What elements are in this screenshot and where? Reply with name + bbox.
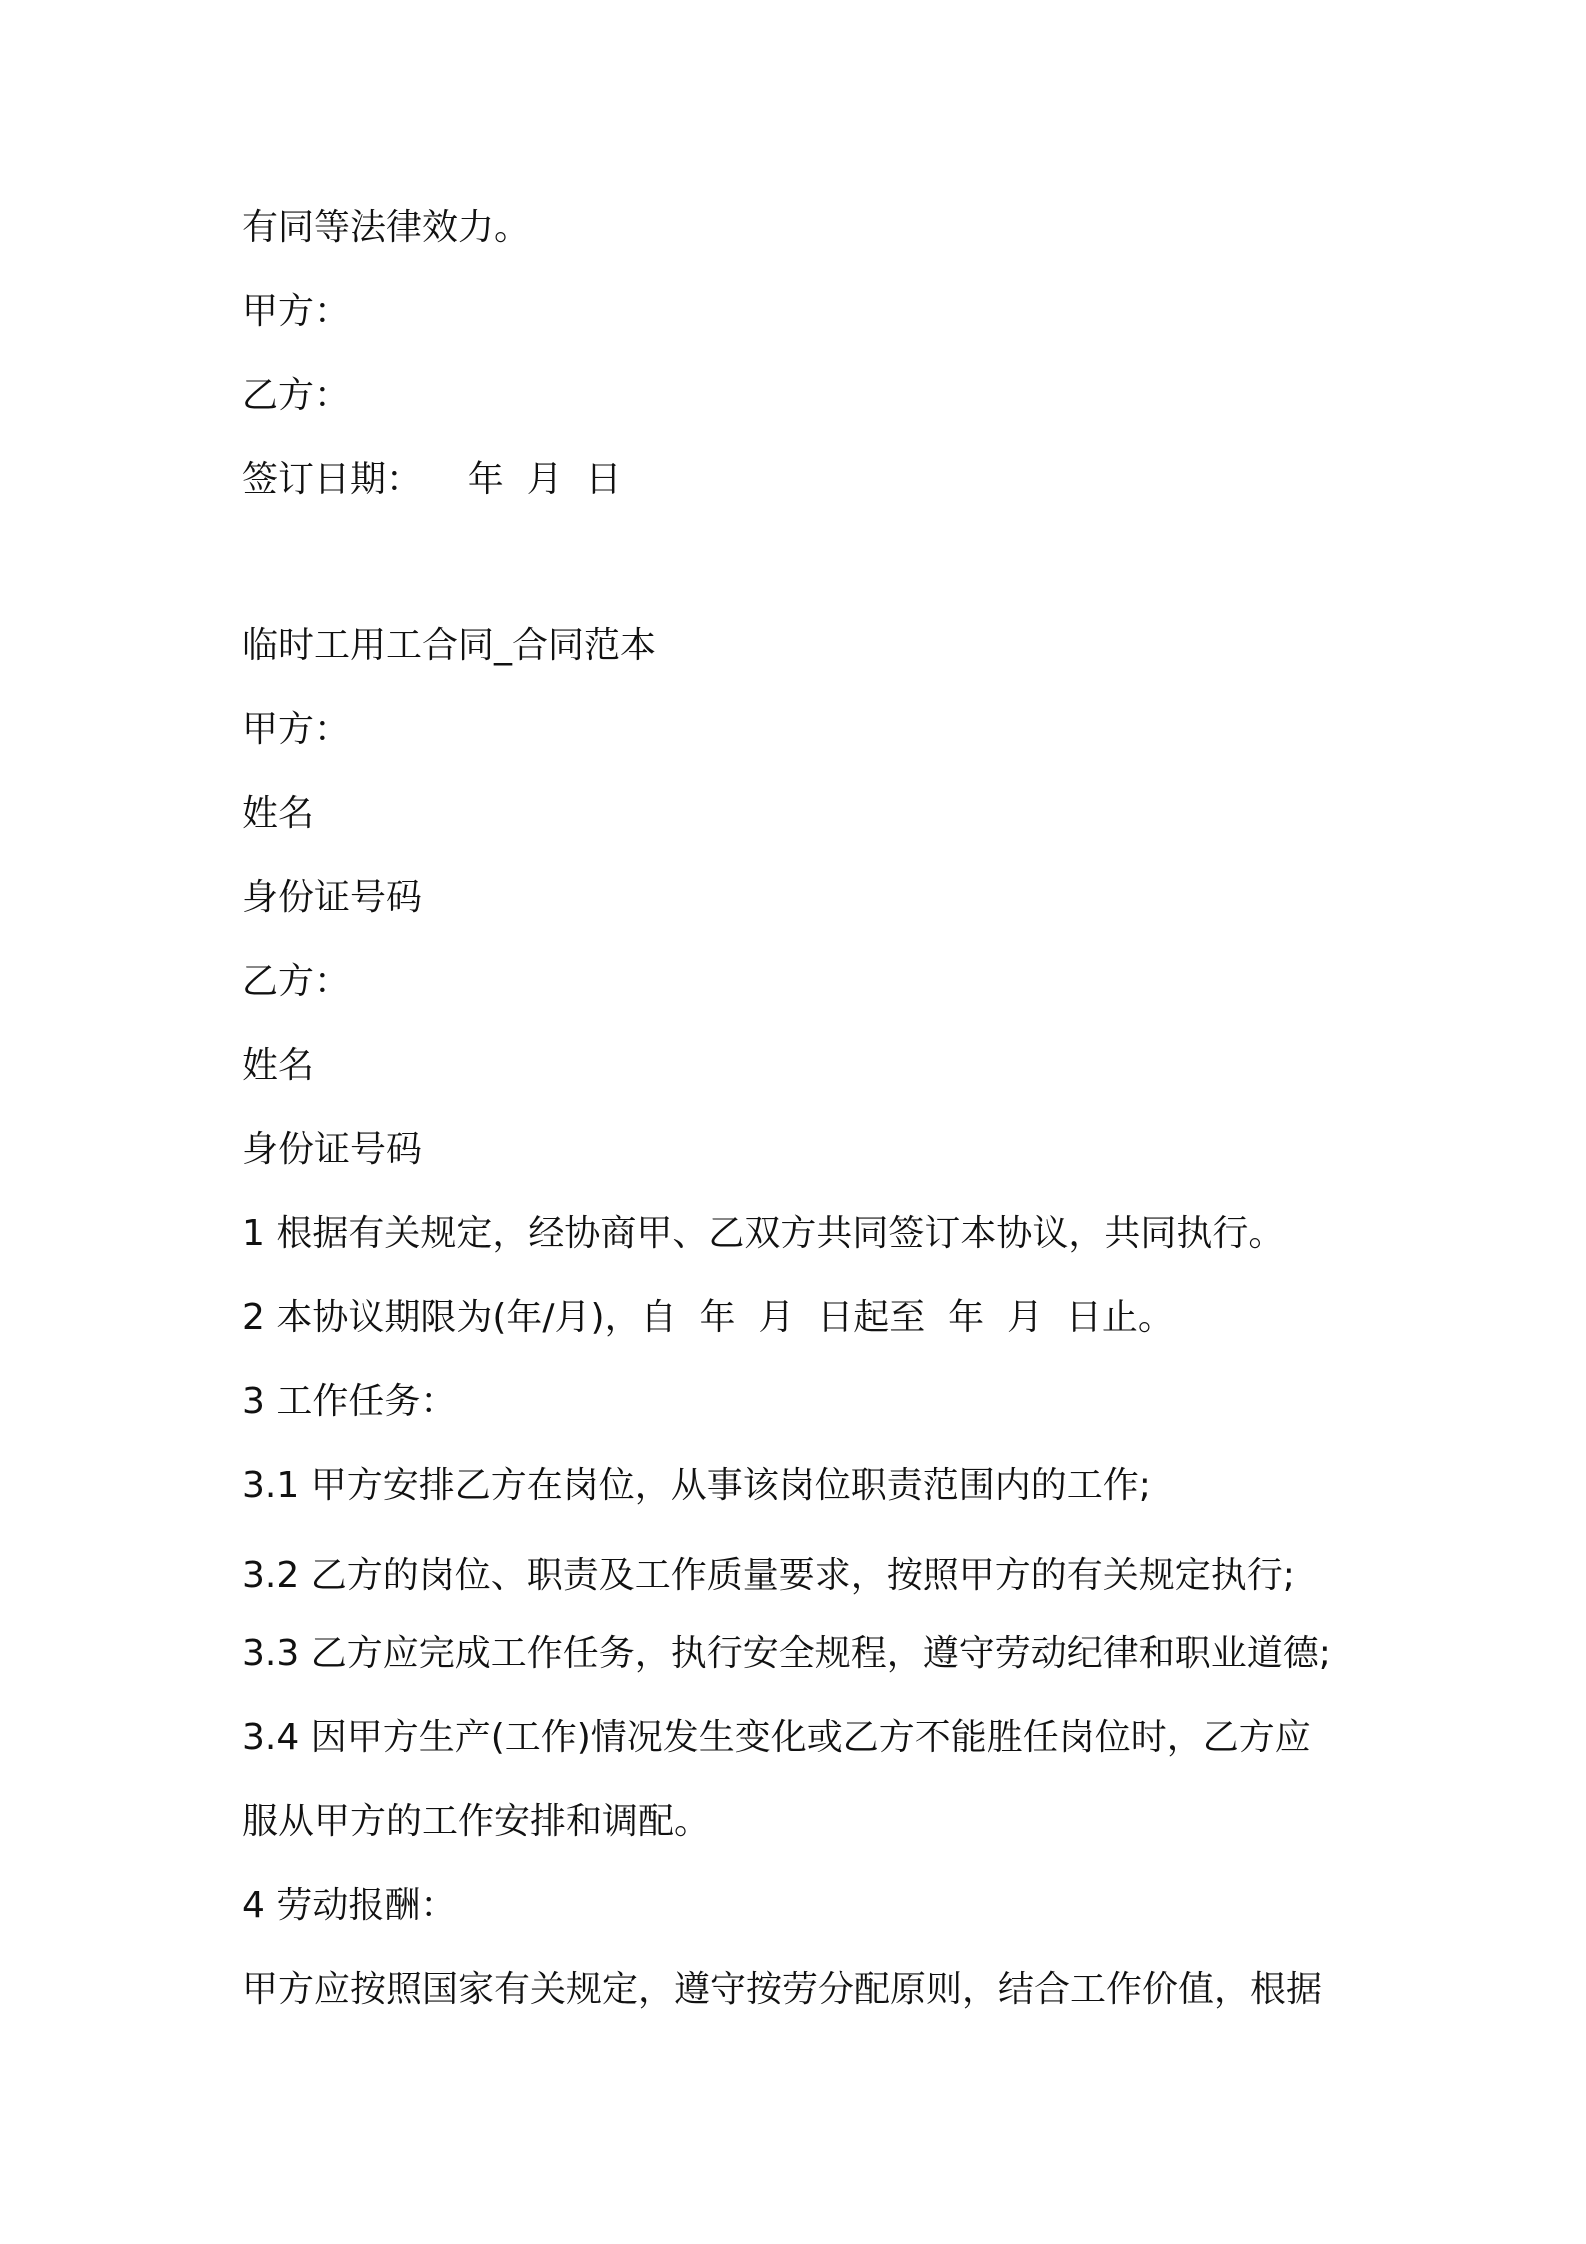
clause-3-heading: 3 工作任务： [242, 1381, 457, 1422]
clause-3-2: 3.2 乙方的岗位、职责及工作质量要求，按照甲方的有关规定执行; [242, 1555, 1295, 1596]
text-line-party-a: 甲方： [242, 291, 351, 332]
clause-3-4: 3.4 因甲方生产(工作)情况发生变化或乙方不能胜任岗位时，乙方应 [242, 1717, 1311, 1758]
text-line-name-b: 姓名 [242, 1045, 315, 1086]
text-line-id-b: 身份证号码 [242, 1129, 423, 1170]
clause-3-4-continued: 服从甲方的工作安排和调配。 [242, 1801, 711, 1842]
text-line-party-b-2: 乙方： [242, 961, 351, 1002]
text-line-signing-date: 签订日期： 年 月 日 [242, 459, 622, 500]
clause-4-body: 甲方应按照国家有关规定，遵守按劳分配原则，结合工作价值，根据 [242, 1969, 1323, 2010]
text-line-party-a-2: 甲方： [242, 709, 351, 750]
clause-1: 1 根据有关规定，经协商甲、乙双方共同签订本协议，共同执行。 [242, 1213, 1285, 1254]
clause-2: 2 本协议期限为(年/月)，自 年 月 日起至 年 月 日止。 [242, 1297, 1174, 1338]
text-line-party-b: 乙方： [242, 375, 351, 416]
text-line-id-a: 身份证号码 [242, 877, 423, 918]
text-line-name-a: 姓名 [242, 793, 315, 834]
clause-4-heading: 4 劳动报酬： [242, 1885, 457, 1926]
text-line-legal-effect: 有同等法律效力。 [242, 207, 531, 248]
contract-title: 临时工用工合同_合同范本 [242, 625, 657, 666]
clause-3-3: 3.3 乙方应完成工作任务，执行安全规程，遵守劳动纪律和职业道德; [242, 1633, 1331, 1674]
clause-3-1: 3.1 甲方安排乙方在岗位，从事该岗位职责范围内的工作; [242, 1465, 1151, 1506]
